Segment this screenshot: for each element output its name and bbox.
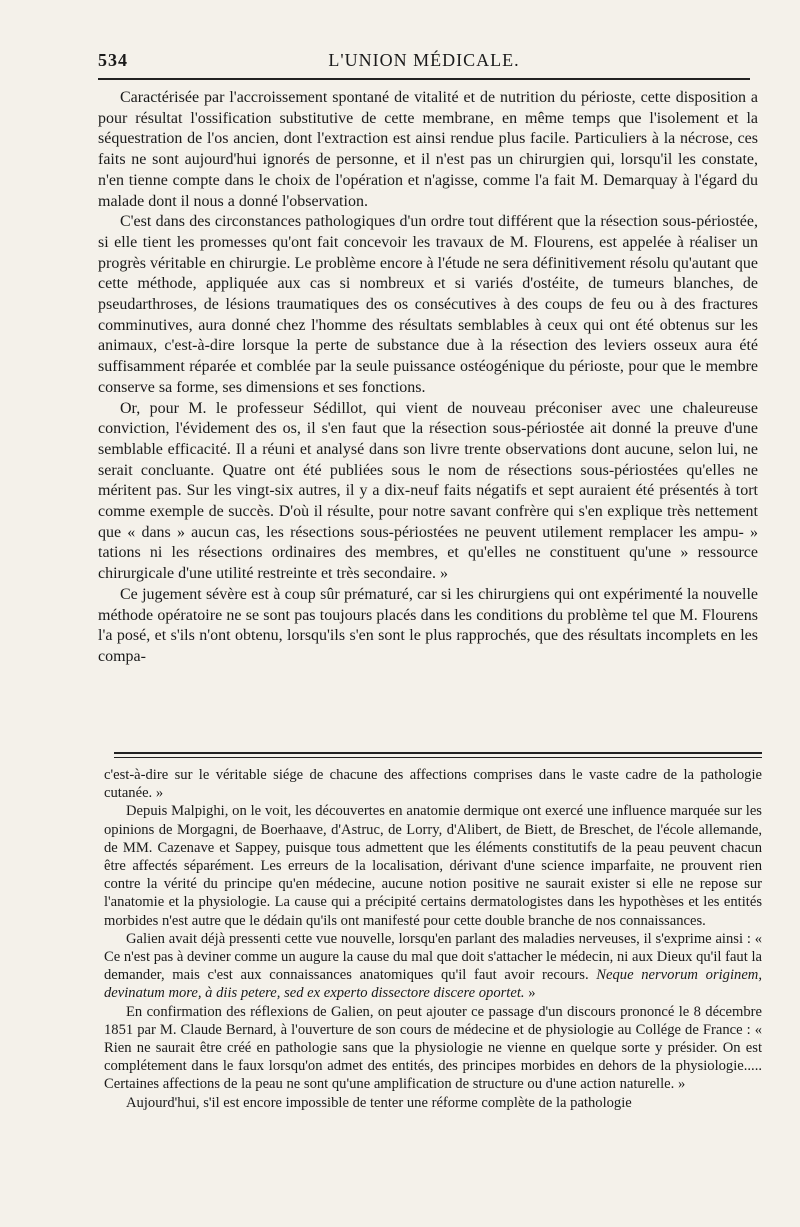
running-title: L'UNION MÉDICALE.: [328, 50, 520, 70]
feuilleton-paragraph: Depuis Malpighi, on le voit, les découvertes en anatomie dermique ont exercé une influence marquée sur les opinions de Morgagni, de Boerhaave, d'Astruc, de Lorry, d'Alibert, de Biett, de Breschet, de l'école allemande, de MM. Cazenave et Sappey, puisque tous admettent que les éléments constitutifs de la peau peuvent chacun être affectés séparément. Les erreurs de la localisation, dérivant d'une science imparfaite, ne prouvent rien contre la vérité du principe qu'en médecine, aucune notion positive ne saurait exister si elle ne repose sur l'anatomie et la physiologie. La cause qui a précipité certains dermatologistes dans les hypothèses et les entités morbides n'est autre que le dédain qu'ils ont manifesté pour cette double branche de nos connaissances.: [104, 803, 762, 929]
feuilleton-continuation: c'est-à-dire sur le véritable siége de chacune des affections comprises dans le vaste cadre de la pathologie cutanée. »: [104, 767, 762, 802]
feuilleton-paragraph: En confirmation des réflexions de Galien, on peut ajouter ce passage d'un discours prononcé le 8 décembre 1851 par M. Claude Bernard, à l'ouverture de son cours de médecine et de physiologie au Collége de France : « Rien ne saurait être créé en pathologie sans que la physiologie ne vienne en quelque sorte y présider. On est complétement dans le faux lorsqu'on admet des entités, des principes morbides en dehors de la physiologie..... Certaines affections de la peau ne sont qu'une amplification de structure ou d'une action naturelle. »: [104, 1003, 762, 1093]
article-paragraph: Or, pour M. le professeur Sédillot, qui vient de nouveau préconiser avec une chaleureuse conviction, l'évidement des os, il s'en faut que la résection sous-périostée ait donné la preuve d'une semblable efficacité. Il a réuni et analysé dans son livre trente observations dont aucune, selon lui, ne serait concluante. Quatre ont été publiées sous le nom de résections sous-périostées qu'elles ne méritent pas. Sur les vingt-six autres, il y a dix-neuf faits négatifs et sept auraient été présentés à tort comme exemple de succès. D'où il résulte, pour notre savant confrère qui s'en explique très nettement que « dans » aucun cas, les résections sous-périostées ne peuvent utilement remplacer les ampu- » tations ni les résections ordinaires des membres, et qu'elles ne constituent qu'une » ressource chirurgicale d'une utilité restreinte et très secondaire. »: [98, 399, 758, 583]
latin-quote: Neque nervorum originem, devinatum more, à diis petere, sed ex experto dissectore discere oportet.: [104, 967, 762, 1002]
article-paragraph: C'est dans des circonstances pathologiques d'un ordre tout différent que la résection sous-périostée, si elle tient les promesses qu'ont fait concevoir les travaux de M. Flourens, est appelée à réaliser un progrès véritable en chirurgie. Le problème encore à l'étude ne sera définitivement résolu qu'autant que cette méthode, appliquée aux cas si nombreux et si variés d'ostéite, de tumeurs blanches, de pseudarthroses, de lésions traumatiques des os consécutives à des coups de feu ou à des fractures comminutives, aura donné chez l'homme des résultats semblables à ceux qui ont été obtenus sur les animaux, c'est-à-dire lorsque la perte de substance due à la résection des leviers osseux aura été suffisamment réparée et comblée par la seule puissance ostéogénique du périoste, pour que le membre conserve sa forme, ses dimensions et ses fonctions.: [98, 213, 758, 396]
feuilleton-paragraph-galien: [104, 930, 762, 1003]
page-header: [98, 50, 750, 74]
header-rule: [98, 78, 750, 80]
article-paragraph: Caractérisée par l'accroissement spontané de vitalité et de nutrition du périoste, cette disposition a pour résultat l'ossification substitutive de cette membrane, en même temps que l'isolement et la séquestration de l'os ancien, dont l'extraction est ainsi rendue plus facile. Particuliers à la nécrose, ces faits ne sont aujourd'hui ignorés de personne, et il n'est pas un chirurgien qui, lorsqu'il les constate, n'en tienne compte dans le choix de l'opération et n'agisse, comme l'a fait M. Demarquay à l'égard du malade dont il nous a donné l'observation.: [98, 89, 758, 210]
feuilleton-divider: [114, 752, 762, 758]
main-article: [98, 88, 758, 668]
galien-text: Galien avait déjà pressenti cette vue nouvelle, lorsqu'en parlant des maladies nerveuses, il s'exprime ainsi : « Ce n'est pas à deviner comme un augure la cause du mal que doit s'attacher le médecin, ni aux Dieux qu'il faut la demander, mais c'est aux connaissances anatomiques qu'il faut avoir recours.: [104, 930, 762, 984]
page-number: 534: [98, 50, 128, 70]
feuilleton-paragraph: Aujourd'hui, s'il est encore impossible de tenter une réforme complète de la pathologie: [126, 1094, 632, 1111]
feuilleton: [104, 766, 762, 1112]
article-paragraph: Ce jugement sévère est à coup sûr prématuré, car si les chirurgiens qui ont expérimenté la nouvelle méthode opératoire ne se sont pas toujours placés dans les conditions du problème tel que M. Flourens l'a posé, et s'ils n'ont obtenu, lorsqu'ils s'en sont le plus rapprochés, que des résultats incomplets en les compa-: [98, 585, 758, 665]
quote-close: »: [528, 985, 536, 1002]
